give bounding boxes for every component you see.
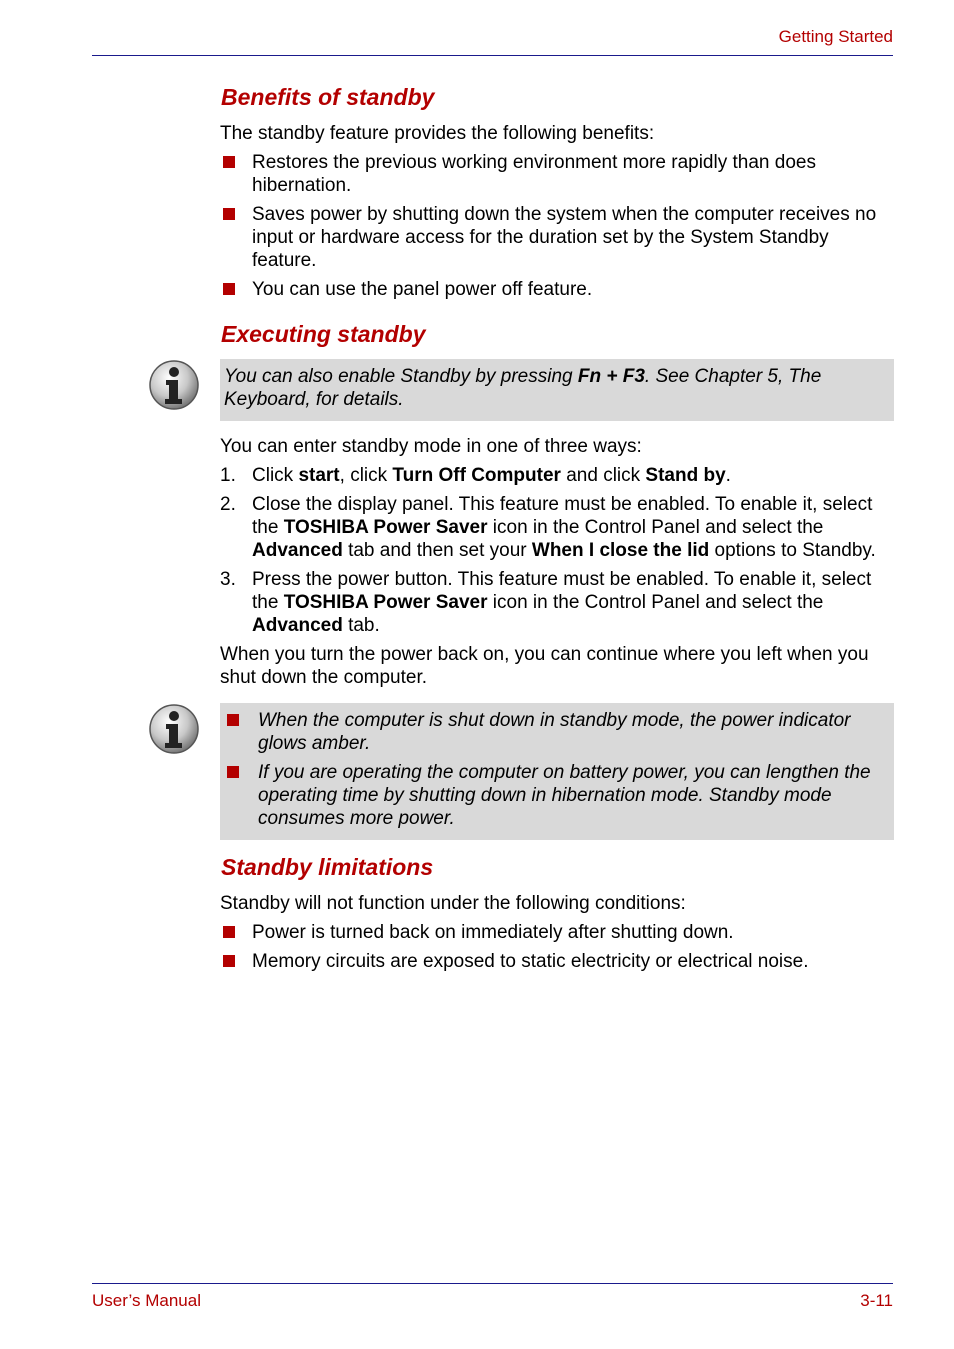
benefits-intro: The standby feature provides the following benefits: <box>220 123 655 144</box>
heading-executing: Executing standby <box>221 321 426 347</box>
limitations-list <box>220 921 894 973</box>
note-text-pre: You can also enable Standby by pressing <box>224 366 578 387</box>
square-bullet-icon <box>227 714 239 726</box>
square-bullet-icon <box>223 283 235 295</box>
square-bullet-icon <box>223 156 235 168</box>
page-footer <box>92 1283 893 1310</box>
info-icon <box>148 703 200 755</box>
list-item: Restores the previous working environment more rapidly than does hibernation. <box>220 151 894 197</box>
square-bullet-icon <box>227 766 239 778</box>
page-content <box>220 82 894 987</box>
benefits-list <box>220 151 894 301</box>
page-number: 3-11 <box>860 1291 893 1310</box>
note-box-2 <box>220 703 894 840</box>
square-bullet-icon <box>223 208 235 220</box>
list-item: When the computer is shut down in standby mode, the power indicator glows amber. <box>224 709 888 755</box>
list-item: Memory circuits are exposed to static electricity or electrical noise. <box>220 950 894 973</box>
step-item: 3. Press the power button. This feature must be enabled. To enable it, select the TOSHIBA Power Saver icon in the Control Panel and select the Advanced tab. <box>220 569 872 636</box>
steps-list <box>220 464 894 637</box>
list-item: If you are operating the computer on battery power, you can lengthen the operating time by shutting down in hibernation mode. Standby mode consumes more power. <box>224 761 888 830</box>
note-text-post: . See Chapter 5, The Keyboard, for details. <box>224 366 822 410</box>
list-item: Saves power by shutting down the system when the computer receives no input or hardware access for the duration set by the System Standby feature. <box>220 203 894 272</box>
limitations-intro: Standby will not function under the following conditions: <box>220 893 686 914</box>
step-number: 1. <box>220 465 236 486</box>
step-item: 1. Click start, click Turn Off Computer and click Stand by. <box>220 465 731 486</box>
heading-limitations: Standby limitations <box>221 854 434 880</box>
page-header <box>92 27 893 56</box>
executing-intro: You can enter standby mode in one of three ways: <box>220 436 642 457</box>
heading-benefits: Benefits of standby <box>221 84 435 110</box>
header-title: Getting Started <box>778 27 893 46</box>
footer-manual-name: User’s Manual <box>92 1291 201 1310</box>
square-bullet-icon <box>223 926 235 938</box>
list-item: You can use the panel power off feature. <box>220 278 894 301</box>
square-bullet-icon <box>223 955 235 967</box>
list-item: Power is turned back on immediately after shutting down. <box>220 921 894 944</box>
note-box <box>220 359 894 421</box>
info-icon <box>148 359 200 411</box>
note-list <box>224 709 888 830</box>
step-item: 2. Close the display panel. This feature must be enabled. To enable it, select the TOSHIBA Power Saver icon in the Control Panel and select the Advanced tab and then set your When I close the lid options to Standby. <box>220 494 876 561</box>
note-keys: Fn + F3 <box>577 366 645 387</box>
step-number: 2. <box>220 494 236 515</box>
after-text: When you turn the power back on, you can continue where you left when you shut down the computer. <box>220 644 869 688</box>
step-number: 3. <box>220 569 236 590</box>
